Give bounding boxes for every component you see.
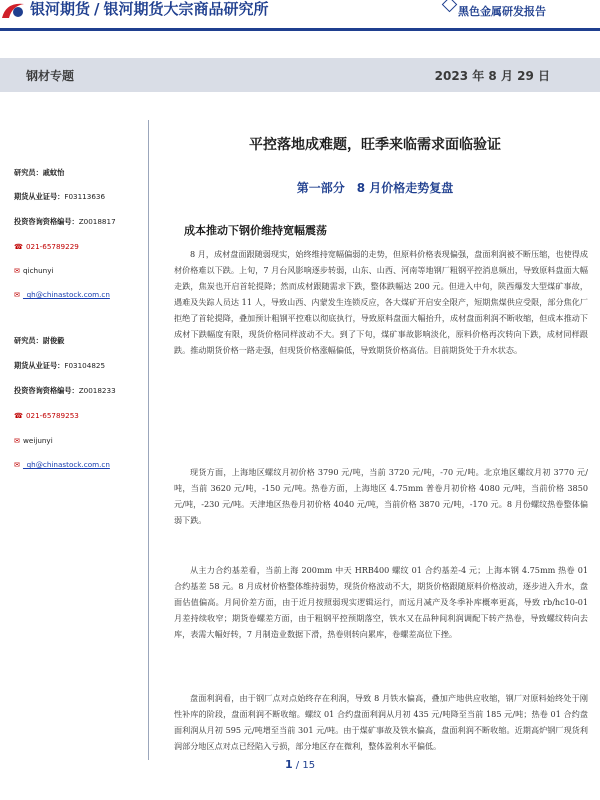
email-icon: ✉: [14, 460, 21, 469]
analyst-2-advisor-line: 投资咨询资格编号：Z0018233: [14, 386, 116, 395]
report-header: [0, 0, 600, 28]
email-icon: ✉: [14, 290, 21, 299]
analyst-2-name: 尉俊毅: [42, 336, 65, 345]
analyst-1-license-line: 期货从业证号：F03113636: [14, 192, 106, 201]
analyst-2-wechat-line: [14, 436, 53, 445]
report-type: 黑色金属研发报告: [458, 5, 546, 18]
brand-name: 银河期货 / 银河期货大宗商品研究所: [30, 0, 269, 18]
analyst-1-advisor-line: 投资咨询资格编号：Z0018817: [14, 217, 116, 226]
wechat-icon: ✉: [14, 266, 21, 275]
analyst-1-wechat-line: [14, 266, 53, 275]
paragraph-2: 现货方面，上海地区螺纹月初价格 3790 元/吨，当前 3720 元/吨，-70 元/吨。北京地区螺纹月初 3770 元/吨，当前 3620 元/吨，-150 元/吨。热卷方面，上海地区 4.75mm 普卷月初价格 4080 元/吨，当前价格 3850 元/吨，-230 元/吨。天津地区热卷月初价格 4040 元/吨，当前价格 3870 元/吨，-170 元。8 月份螺纹热卷整体偏弱下跌。: [174, 467, 588, 525]
analyst-2-phone-line: [14, 411, 79, 420]
phone-icon: ☎: [14, 242, 23, 251]
brand-right: 银河期货大宗商品研究所: [103, 0, 269, 18]
galaxy-futures-logo-icon: [0, 0, 26, 20]
analyst-1-wechat: qichunyi: [23, 266, 54, 275]
report-title: 平控落地成难题，旺季来临需求面临验证: [249, 137, 501, 153]
analyst-1-license: F03113636: [64, 192, 106, 201]
phone-icon: ☎: [14, 411, 23, 420]
paragraph-1: 8 月，成材盘面跟随弱现实，始终维持宽幅偏弱的走势，但原料价格表现偏强，盘面利润被不断压缩，也使得成材价格难以下跌。上旬，7 月台风影响逐步转弱，山东、山西、河南等地钢厂粗钢平控消息频出，导致原料盘面大幅走跌，焦炭也开启首轮提降；然而成材跟随需求下跌，整体跌幅达 200 元。但进入中旬，陕西爆发大型煤矿事故，遇难及失踪人员达 11 人，导致山西、内蒙发生连锁反应，各大煤矿开启安全限产，短期焦煤供应受限，部分焦化厂拒绝了首轮提降，叠加预计粗钢平控难以彻底执行，导致原料盘面大幅抬升，成材盘面利润不断收缩，但成本推动下成材下跌幅度有限，现货价格同样波动不大。到了下旬，煤矿事故影响淡化，原料价格再次转向下跌，成材同样跟跌。推动期货价格一路走强，但现货价格涨幅偏低，导致期货价格高估。目前期货处于升水状态。: [174, 249, 588, 355]
page-current: 1: [284, 758, 293, 771]
column-divider: [148, 120, 149, 760]
analyst-2-email-line[interactable]: [14, 460, 110, 469]
brand-left: 银河期货: [30, 0, 91, 18]
analyst-1-advisor: Z0018817: [78, 217, 116, 226]
paragraph-3: 从主力合约基差看，当前上海 200mm 中天 HRB400 螺纹 01 合约基差-4 元；上海本钢 4.75mm 热卷 01 合约基差 58 元。8 月成材价格整体维持弱势，现货价格波动不大，期货价格跟随原料价格波动，逐步进入升水，盘面估值偏高。月间价差方面，由于近月按照弱现实逻辑运行，而远月减产及冬季补库概率更高，导致 rb/hc10-01 月差持续收窄；期货卷螺差方面，由于粗钢平控预期落空，铁水又在品种间利润调配下转产热卷，导致螺纹转向去库，表需大幅好转，7 月制造业数据下滑，热卷则转向累库，卷螺差高位下挫。: [174, 565, 588, 639]
analyst-2-name-line: 研究员：尉俊毅: [14, 336, 65, 345]
header-rule: [0, 28, 600, 31]
page-number: [0, 758, 600, 771]
analyst-1-email[interactable]: _qh@chinastock.com.cn: [23, 290, 110, 299]
analyst-1-name-line: 研究员：戚蚊怡: [14, 168, 65, 177]
wechat-icon: ✉: [14, 436, 21, 445]
analyst-2-phone: 021-65789253: [25, 411, 79, 420]
analyst-1-email-line[interactable]: [14, 290, 110, 299]
analyst-2-wechat: weijunyi: [23, 436, 53, 445]
paragraph-4: 盘面利润看，由于钢厂点对点始终存在利润，导致 8 月铁水偏高，叠加产地供应收缩，钢厂对原料始终处于刚性补库的阶段，盘面利润不断收缩。螺纹 01 合约盘面利润从月初 435 元/吨降至当前 185 元/吨；热卷 01 合约盘面利润从月初 595 元/吨增至当前 301 元/吨。由于煤矿事故及铁水偏高，盘面利润不断收缩。近期高炉钢厂现货利润部分地区点对点已经陷入亏损，部分地区存在微利，整体盈利水平偏低。: [174, 693, 588, 751]
analyst-2-license: F03104825: [64, 361, 106, 370]
analyst-2-license-line: 期货从业证号：F03104825: [14, 361, 106, 370]
part-title: 第一部分 8 月价格走势复盘: [296, 181, 454, 195]
diamond-icon: [442, 0, 458, 12]
analyst-1-phone-line: [14, 242, 79, 251]
analyst-2-advisor: Z0018233: [78, 386, 116, 395]
topic-label: 钢材专题: [26, 69, 75, 83]
analyst-1-name: 戚蚊怡: [42, 168, 65, 177]
analyst-1-phone: 021-65789229: [25, 242, 79, 251]
report-date: 2023 年 8 月 29 日: [434, 69, 550, 83]
section-title: 成本推动下钢价维持宽幅震荡: [184, 224, 327, 237]
analyst-2-email[interactable]: _qh@chinastock.com.cn: [23, 460, 110, 469]
page-total: / 15: [295, 760, 316, 771]
